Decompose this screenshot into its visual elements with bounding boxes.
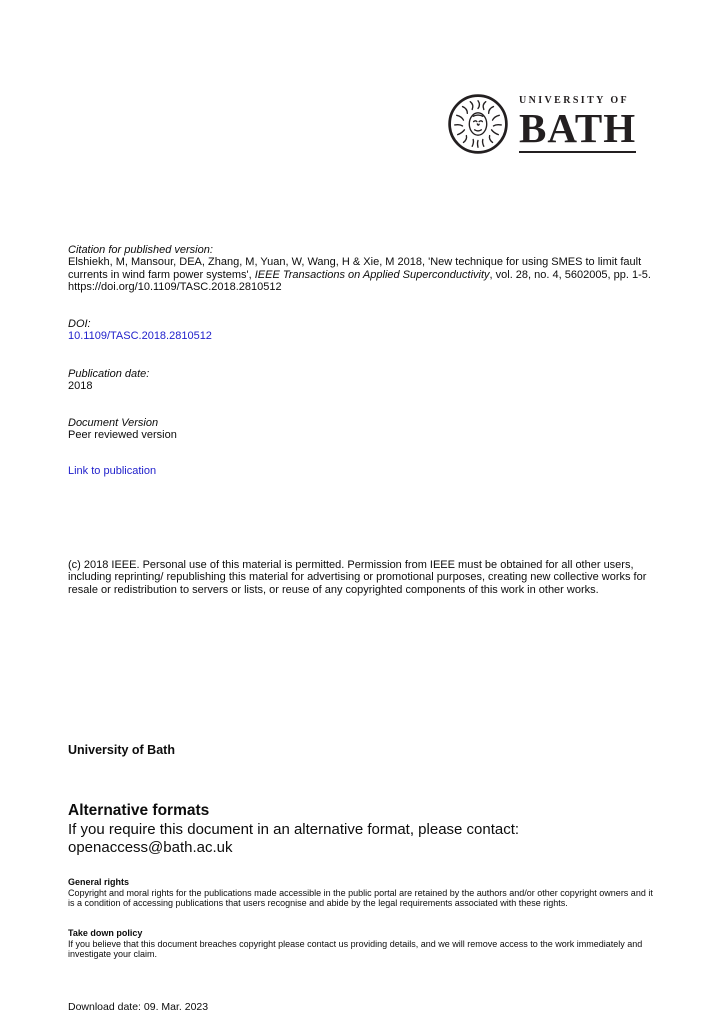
general-rights-block [68,877,656,909]
link-to-publication[interactable]: Link to publication [68,465,157,477]
citation-block [68,244,658,294]
alternative-formats-email: openaccess@bath.ac.uk [68,839,233,856]
alternative-formats-heading: Alternative formats [68,802,210,819]
doi-block [68,318,468,343]
publication-date-value: 2018 [68,380,93,393]
university-of-bath-logo [447,92,639,158]
take-down-policy-block [68,928,656,960]
take-down-policy-heading: Take down policy [68,928,143,938]
logo-bath-text: BATH [519,105,637,151]
doi-link[interactable]: 10.1109/TASC.2018.2810512 [68,330,212,343]
take-down-policy-body: If you believe that this document breaches copyright please contact us providing details, and we will remove access to the work immediately and investigate your claim. [68,938,643,959]
citation-label: Citation for published version: [68,244,213,256]
citation-text-suffix: , vol. 28, no. 4, 5602005, pp. 1-5. https://doi.org/10.1109/TASC.2018.2810512 [68,268,651,294]
doi-label: DOI: [68,318,91,330]
copyright-notice: (c) 2018 IEEE. Personal use of this material is permitted. Permission from IEEE must be obtained for all other users, including reprinting/ republishing this material for advertising or promotional purposes, creating new collective works for resale or redistribution to servers or lists, or reuse of any copyrighted components of this work in other works. [68,559,647,596]
logo-university-of-text: UNIVERSITY OF [519,95,630,106]
alternative-formats-text: If you require this document in an alternative format, please contact: [68,820,520,838]
publication-date-label: Publication date: [68,368,150,380]
publication-date-block [68,368,468,393]
document-version-block [68,417,468,442]
citation-journal-title: IEEE Transactions on Applied Superconductivity [254,268,490,281]
document-version-label: Document Version [68,417,159,429]
alternative-formats-block [68,802,628,858]
university-heading: University of Bath [68,743,175,757]
bath-crest-medallion-icon [447,93,509,155]
document-version-value: Peer reviewed version [68,429,177,442]
logo-wordmark [519,92,637,153]
general-rights-heading: General rights [68,877,130,887]
general-rights-body: Copyright and moral rights for the publications made accessible in the public portal are retained by the authors and/or other copyright owners and it is a condition of accessing publications that users recognise and abide by the legal requirements associated with these rights. [68,887,653,908]
download-date: Download date: 09. Mar. 2023 [68,1001,209,1013]
citation-text: Elshiekh, M, Mansour, DEA, Zhang, M, Yuan, W, Wang, H & Xie, M 2018, 'New technique for using SMES to limit fault currents in wind farm power systems', [68,256,642,281]
link-to-publication-block [68,465,368,477]
